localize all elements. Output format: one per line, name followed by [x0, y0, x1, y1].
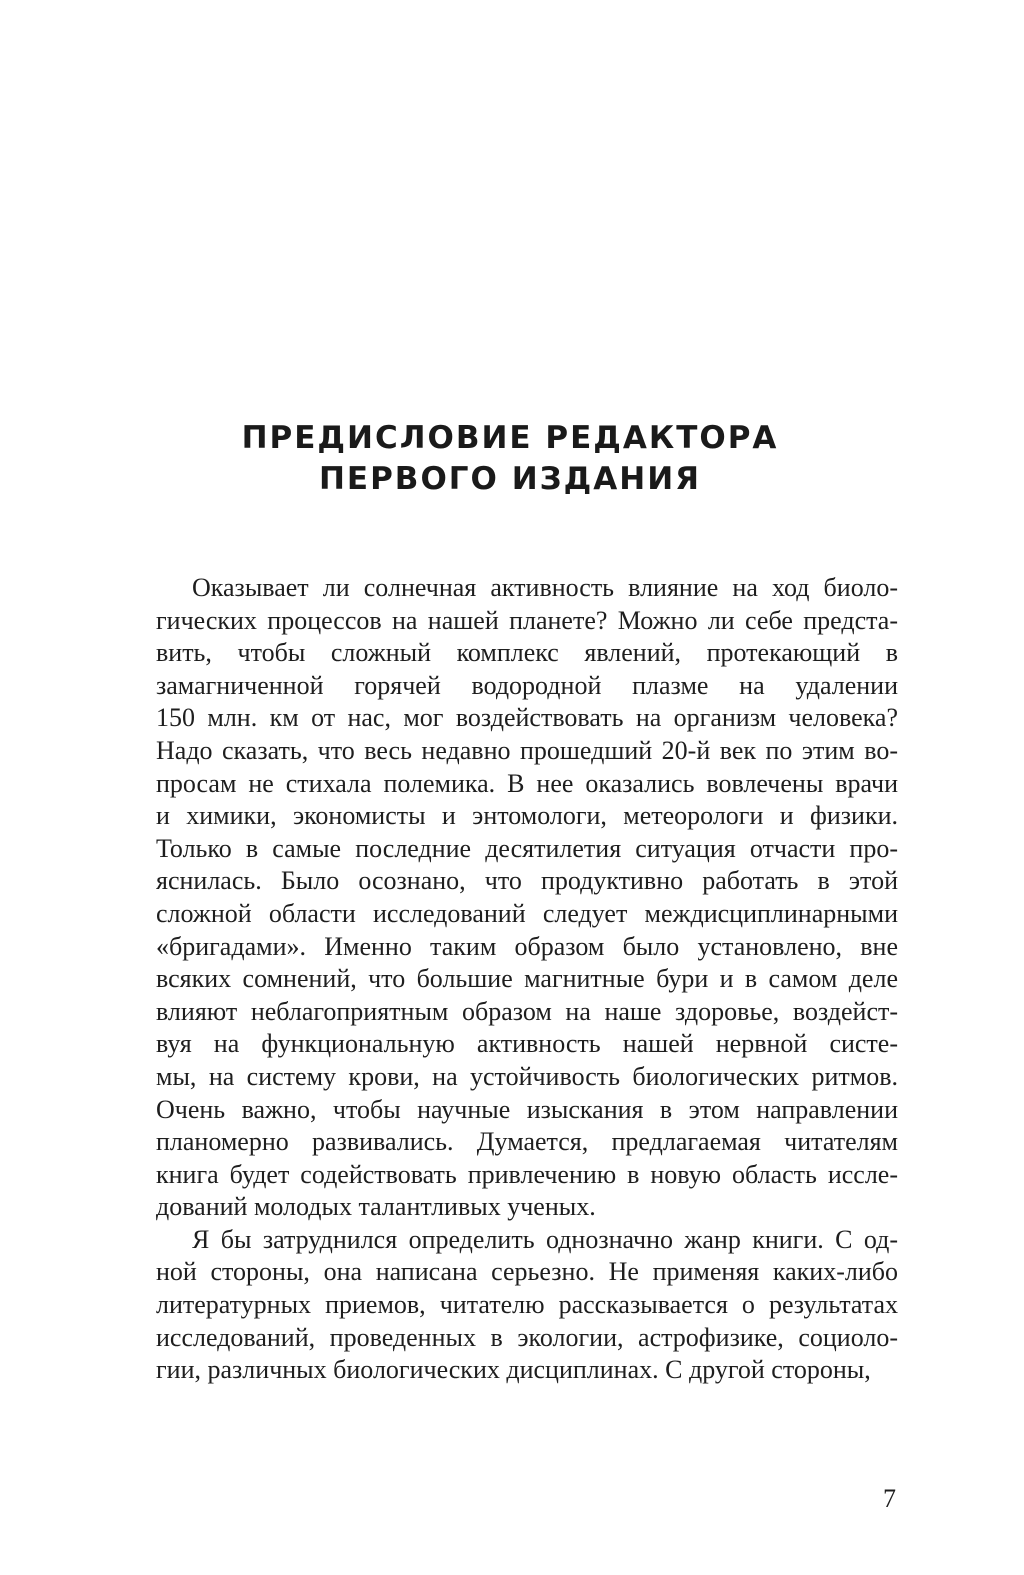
text-line: сложной области исследований следует междисциплинарными [156, 898, 898, 928]
text-line: влияют неблагоприятным образом на наше здоровье, воздейст- [156, 996, 898, 1026]
text-line: ной стороны, она написана серьезно. Не применяя каких-либо [156, 1257, 898, 1287]
chapter-heading [120, 418, 900, 500]
text-line: «бригадами». Именно таким образом было установлено, вне [156, 931, 898, 961]
text-line: 150 млн. км от нас, мог воздействовать на организм человека? [156, 703, 898, 733]
text-line: Я бы затруднился определить однозначно жанр книги. С од- [192, 1224, 898, 1254]
text-line: всяких сомнений, что большие магнитные бури и в самом деле [156, 964, 898, 994]
text-line: планомерно развивались. Думается, предлагаемая читателям [156, 1127, 898, 1157]
text-line: вуя на функциональную активность нашей нервной систе- [156, 1029, 898, 1059]
text-line: книга будет содействовать привлечению в новую область иссле- [156, 1159, 898, 1189]
body-text [120, 572, 898, 1387]
paragraph [120, 572, 898, 1224]
text-line: Оказывает ли солнечная активность влияние на ход биоло- [192, 573, 898, 602]
text-line: просам не стихала полемика. В нее оказались вовлечены врачи [156, 768, 898, 798]
text-line: дований молодых талантливых ученых. [156, 1192, 596, 1222]
text-line: Очень важно, чтобы научные изыскания в этом направлении [156, 1094, 898, 1124]
text-line: и химики, экономисты и энтомологи, метеорологи и физики. [156, 801, 898, 831]
chapter-heading-line-2: ПЕРВОГО ИЗДАНИЯ [318, 461, 702, 497]
paragraph [120, 1224, 898, 1387]
text-line: Надо сказать, что весь недавно прошедший 20-й век по этим во- [156, 735, 898, 765]
chapter-heading-line-1: ПРЕДИСЛОВИЕ РЕДАКТОРА [241, 420, 779, 456]
text-line: гии, различных биологических дисциплинах. С другой стороны, [156, 1355, 871, 1385]
text-line: Только в самые последние десятилетия ситуация отчасти про- [156, 833, 898, 863]
text-line: замагниченной горячей водородной плазме на удалении [156, 670, 898, 700]
text-line: мы, на систему крови, на устойчивость биологических ритмов. [156, 1061, 898, 1091]
text-line: яснилась. Было осознано, что продуктивно работать в этой [156, 866, 898, 896]
text-line: литературных приемов, читателю рассказывается о результатах [156, 1290, 898, 1320]
page-number: 7 [883, 1484, 896, 1513]
text-line: гических процессов на нашей планете? Можно ли себе предста- [156, 605, 898, 635]
text-line: исследований, проведенных в экологии, астрофизике, социоло- [156, 1322, 898, 1352]
text-line: вить, чтобы сложный комплекс явлений, протекающий в [156, 638, 898, 668]
